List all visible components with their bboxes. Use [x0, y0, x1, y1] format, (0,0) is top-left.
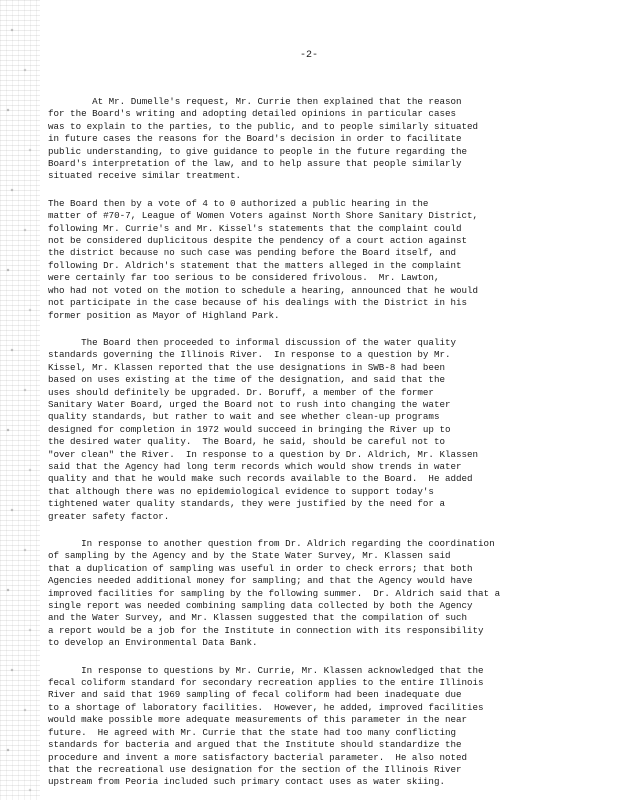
text-line: tightened water quality standards, they were justified by the need for a — [48, 498, 445, 510]
text-line: The Board then by a vote of 4 to 0 authorized a public hearing in the — [48, 197, 429, 209]
text-line: improved facilities for sampling by the following summer. Dr. Aldrich said that a — [48, 587, 501, 599]
text-line: public understanding, to give guidance to people in the future regarding the — [48, 145, 468, 157]
scan-edge-noise — [0, 0, 40, 800]
text-line: quality standards, but rather to wait and see whether clean-up programs — [48, 411, 440, 423]
text-line: who had not voted on the motion to schedule a hearing, announced that he would — [48, 284, 479, 296]
text-line: in future cases the reasons for the Board's decision in order to facilitate — [48, 133, 462, 145]
text-line: that the recreational use designation for the section of the Illinois River — [48, 763, 462, 775]
text-line: based on uses existing at the time of the designation, and said that the — [48, 374, 445, 386]
text-line: In response to questions by Mr. Currie, Mr. Klassen acknowledged that the — [48, 664, 484, 676]
text-line: the district because no such case was pending before the Board itself, and — [48, 247, 456, 259]
text-line: situated receive similar treatment. — [48, 170, 241, 182]
paragraph-2 — [48, 198, 578, 322]
text-line: "over clean" the River. In response to a question by Dr. Aldrich, Mr. Klassen — [48, 448, 479, 460]
paragraph-4 — [48, 538, 578, 650]
text-line: said that the Agency had long term records which would show trends in water — [48, 460, 462, 472]
text-line: uses should definitely be upgraded. Dr. Boruff, a member of the former — [48, 386, 434, 398]
text-line: not be considered duplicitous despite the pendency of a court action against — [48, 235, 468, 247]
text-line: for the Board's writing and adopting detailed opinions in particular cases — [48, 108, 456, 120]
text-line: designed for completion in 1972 would succeed in bringing the River up to — [48, 423, 451, 435]
text-line: was to explain to the parties, to the public, and to people similarly situated — [48, 120, 479, 132]
text-line: and the Water Survey, and Mr. Klassen suggested that the compilation of such — [48, 612, 468, 624]
text-line: of sampling by the Agency and by the State Water Survey, Mr. Klassen said — [48, 550, 451, 562]
text-line: following Mr. Currie's and Mr. Kissel's statements that the complaint could — [48, 222, 462, 234]
text-line: procedure and invent a more satisfactory bacterial parameter. He also noted — [48, 751, 468, 763]
text-line: The Board then proceeded to informal discussion of the water quality — [48, 336, 456, 348]
text-line: Kissel, Mr. Klassen reported that the use designations in SWB-8 had been — [48, 361, 445, 373]
text-line: Sanitary Water Board, urged the Board not to rush into changing the water — [48, 398, 451, 410]
text-line: greater safety factor. — [48, 510, 170, 522]
text-line: quality and that he would make such records available to the Board. He added — [48, 473, 473, 485]
text-line: that although there was no epidemiological evidence to support today's — [48, 485, 434, 497]
text-line: the desired water quality. The Board, he said, should be careful not to — [48, 436, 445, 448]
text-line: to develop an Environmental Data Bank. — [48, 637, 258, 649]
text-line: future. He agreed with Mr. Currie that the state had too many conflicting — [48, 726, 456, 738]
text-line: that a duplication of sampling was useful in order to check errors; that both — [48, 562, 473, 574]
page-number: -2- — [299, 50, 318, 61]
document-body — [48, 96, 578, 804]
paragraph-3 — [48, 337, 578, 523]
text-line: following Dr. Aldrich's statement that the matters alleged in the complaint — [48, 259, 462, 271]
text-line: In response to another question from Dr. Aldrich regarding the coordination — [48, 538, 495, 549]
text-line: single report was needed combining sampling data collected by both the Agency — [48, 600, 473, 612]
text-line: Agencies needed additional money for sampling; and that the Agency would have — [48, 575, 473, 587]
text-line: were certainly far too serious to be considered frivolous. Mr. Lawton, — [48, 272, 440, 284]
text-line: a report would be a job for the Institute in connection with its responsibility — [48, 624, 484, 636]
text-line: upstream from Peoria included such primary contact uses as water skiing. — [48, 776, 445, 788]
text-line: would make possible more adequate measurements of this parameter in the near — [48, 714, 468, 726]
text-line: former position as Mayor of Highland Park. — [48, 309, 280, 321]
text-line: At Mr. Dumelle's request, Mr. Currie then explained that the reason — [48, 96, 462, 107]
text-line: fecal coliform standard for secondary recreation applies to the entire Illinois — [48, 677, 484, 689]
text-line: Board's interpretation of the law, and to help assure that people similarly — [48, 158, 462, 170]
text-line: matter of #70-7, League of Women Voters against North Shore Sanitary District, — [48, 210, 479, 222]
paragraph-5 — [48, 665, 578, 789]
text-line: standards for bacteria and argued that the Institute should standardize the — [48, 739, 462, 751]
text-line: to a shortage of laboratory facilities. However, he added, improved facilities — [48, 701, 484, 713]
paragraph-1 — [48, 96, 578, 183]
text-line: not participate in the case because of his dealings with the District in his — [48, 297, 468, 309]
text-line: River and said that 1969 sampling of fecal coliform had been inadequate due — [48, 689, 462, 701]
text-line: standards governing the Illinois River. In response to a question by Mr. — [48, 349, 451, 361]
